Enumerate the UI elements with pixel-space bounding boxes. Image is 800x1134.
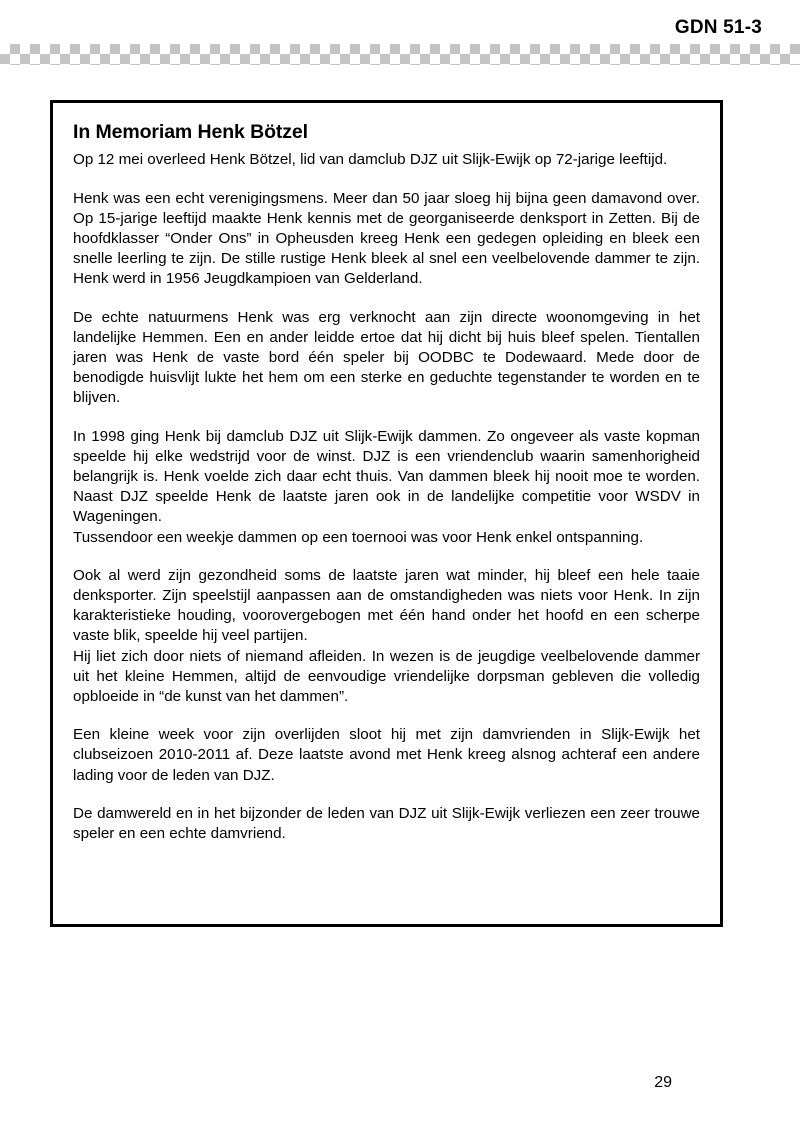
article-paragraph: Henk was een echt verenigingsmens. Meer dan 50 jaar sloeg hij bijna geen damavond over. Op 15-jarige leeftijd maakte Henk kennis met de georganiseerde denksport in Zetten. Bij de hoofdklasser “Onder Ons” in Opheusden kreeg Henk een gedegen opleiding en bleek een snelle leerling te zijn. De stille rustige Henk bleek al snel een veelbelovende dammer te zijn. Henk werd in 1956 Jeugdkampioen van Gelderland.: [73, 189, 700, 288]
article-title: In Memoriam Henk Bötzel: [73, 121, 308, 143]
page-footer: [0, 1075, 800, 1105]
header-publication-title: GDN 51-3: [674, 17, 762, 38]
article-paragraph: De damwereld en in het bijzonder de leden van DJZ uit Slijk-Ewijk verliezen een zeer trouwe speler en een echte damvriend.: [73, 804, 700, 843]
article-paragraph: Hij liet zich door niets of niemand afleiden. In wezen is de jeugdige veelbelovende dammer uit het kleine Hemmen, altijd de eenvoudige vriendelijke dorpsman gebleven die volledig opbloeide in “de kunst van het dammen”.: [73, 647, 700, 706]
article-paragraph: Een kleine week voor zijn overlijden sloot hij met zijn damvrienden in Slijk-Ewijk het clubseizoen 2010-2011 af. Deze laatste avond met Henk kreeg alsnog achteraf een andere lading voor de leden van DJZ.: [73, 726, 700, 784]
page-number: 29: [654, 1074, 672, 1091]
article-paragraph: In 1998 ging Henk bij damclub DJZ uit Slijk-Ewijk dammen. Zo ongeveer als vaste kopman speelde hij elke wedstrijd voor de winst. DJZ is een vriendenclub waarin samenhorigheid belangrijk is. Henk voelde zich daar echt thuis. Van dammen bleek hij nooit moe te worden. Naast DJZ speelde Henk de laatste jaren ook in de landelijke competitie voor WSDV in Wageningen.: [73, 427, 700, 526]
article-paragraph: Tussendoor een weekje dammen op een toernooi was voor Henk enkel ontspanning.: [73, 528, 644, 546]
article-frame: [50, 100, 723, 927]
article-paragraph: Ook al werd zijn gezondheid soms de laatste jaren wat minder, hij bleef een hele taaie denksporter. Zijn speelstijl aanpassen aan de omstandigheden was niets voor Henk. In zijn karakteristieke houding, voorovergebogen met één hand onder het hoofd en een scherpe vaste blik, speelde hij veel partijen.: [73, 566, 700, 645]
article-body: [73, 150, 700, 844]
page-header: [0, 0, 800, 70]
checkerboard-divider-icon: [0, 44, 800, 65]
article-paragraph: De echte natuurmens Henk was erg verknocht aan zijn directe woonomgeving in het landelijke Hemmen. Een en ander leidde ertoe dat hij dicht bij huis bleef spelen. Tientallen jaren was Henk de vaste bord één speler bij OODBC te Dodewaard. Mede door de benodigde huisvlijt lukte het hem om een sterke en geduchte tegenstander te worden en te blijven.: [73, 308, 700, 407]
article-paragraph: Op 12 mei overleed Henk Bötzel, lid van damclub DJZ uit Slijk-Ewijk op 72-jarige leeftijd.: [73, 151, 668, 169]
